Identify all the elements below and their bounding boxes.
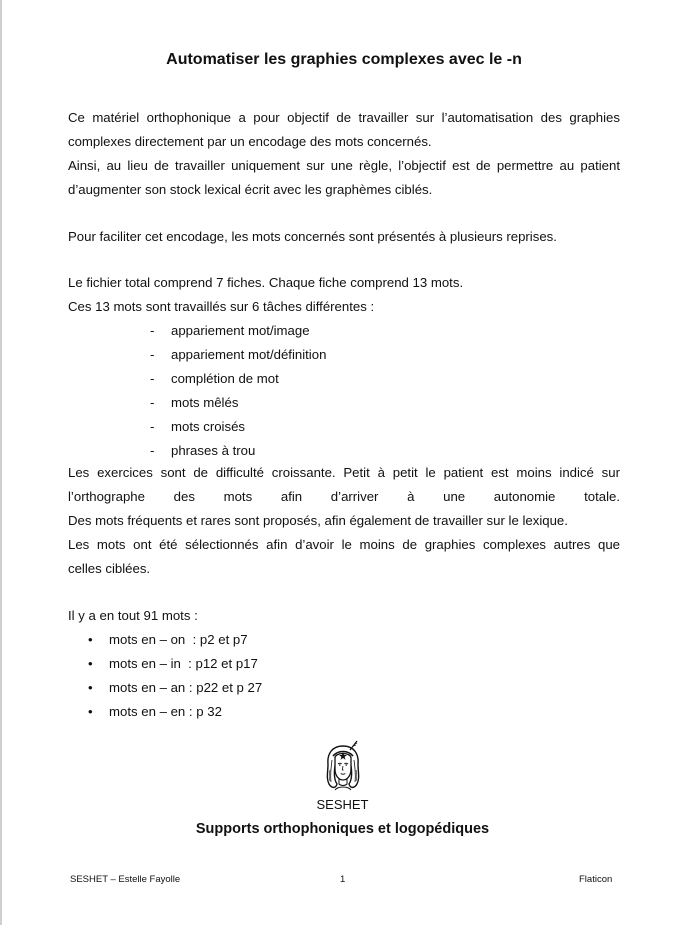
intro-line: complexes directement par un encodage des mots concernés.: [68, 134, 432, 149]
intro-paragraph: [68, 106, 620, 202]
intro-line: Ce matériel orthophonique a pour objectif de travailler sur l’automatisation des graphies: [68, 110, 620, 125]
list-item: • mots en – in : p12 et p17: [88, 652, 262, 676]
brand-tagline: Supports orthophoniques et logopédiques: [195, 821, 490, 837]
fichier-line: Le fichier total comprend 7 fiches. Chaque fiche comprend 13 mots.: [68, 275, 464, 290]
exercices-line: Les exercices sont de difficulté croissante. Petit à petit le patient est moins indicé sur: [68, 465, 620, 480]
footer-right: Flaticon: [579, 874, 613, 885]
list-item: • mots en – en : p 32: [88, 700, 262, 724]
page-number: 1: [340, 874, 346, 885]
exercices-line: Les mots ont été sélectionnés afin d’avoir le moins de graphies complexes autres que: [68, 537, 620, 552]
list-item: - phrases à trou: [150, 439, 326, 463]
mots-list: [88, 628, 262, 724]
list-item: - mots mêlés: [150, 391, 326, 415]
exercices-line: celles ciblées.: [68, 561, 151, 576]
page-edge: [0, 0, 2, 925]
list-item: • mots en – an : p22 et p 27: [88, 676, 262, 700]
total-paragraph: [68, 604, 620, 628]
footer-left: SESHET – Estelle Fayolle: [70, 874, 181, 885]
intro-line: Ainsi, au lieu de travailler uniquement sur une règle, l’objectif est de permettre au patient: [68, 158, 620, 173]
fichier-line: Ces 13 mots sont travaillés sur 6 tâches différentes :: [68, 299, 375, 314]
intro-line: d’augmenter son stock lexical écrit avec les graphèmes ciblés.: [68, 182, 433, 197]
brand-name: SESHET: [316, 797, 369, 812]
list-item: - appariement mot/image: [150, 319, 326, 343]
total-line: Il y a en tout 91 mots :: [68, 608, 198, 623]
taches-list: [150, 319, 326, 463]
exercices-line: Des mots fréquents et rares sont proposés, afin également de travailler sur le lexique.: [68, 513, 568, 528]
seshet-logo-icon: [324, 740, 362, 796]
encodage-line: Pour faciliter cet encodage, les mots concernés sont présentés à plusieurs reprises.: [68, 229, 557, 244]
exercices-line: l’orthographe des mots afin d’arriver à une autonomie totale.: [68, 489, 620, 504]
list-item: - mots croisés: [150, 415, 326, 439]
list-item: - complétion de mot: [150, 367, 326, 391]
fichier-paragraph: [68, 271, 620, 319]
encodage-paragraph: [68, 225, 620, 249]
list-item: - appariement mot/définition: [150, 343, 326, 367]
list-item: • mots en – on : p2 et p7: [88, 628, 262, 652]
exercices-paragraph: [68, 461, 620, 581]
document-title: Automatiser les graphies complexes avec le -n: [166, 51, 522, 68]
